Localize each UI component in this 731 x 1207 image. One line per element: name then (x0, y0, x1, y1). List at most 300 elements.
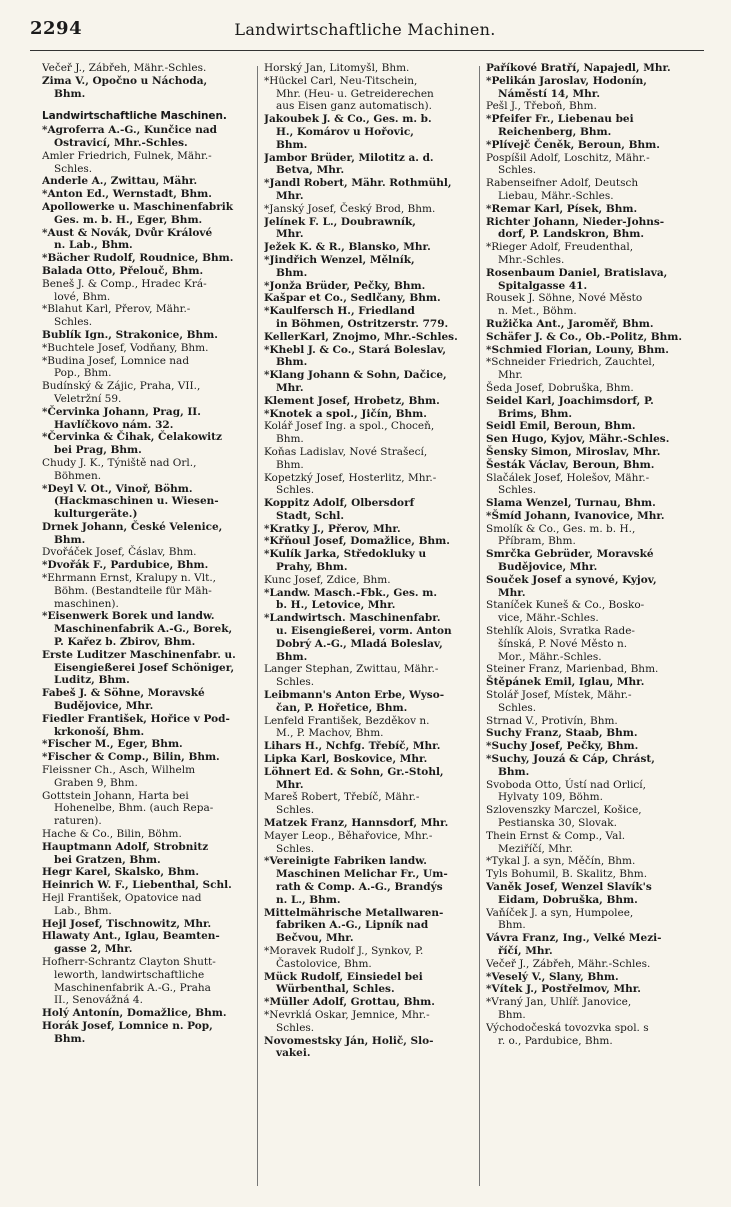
directory-entry (264, 971, 472, 997)
entry-continuation-line: Eisengießerei Josef Schöniger, (54, 661, 235, 674)
entry-continuation-line: vakei. (276, 1047, 311, 1060)
directory-entry (42, 303, 250, 329)
directory-entry (486, 241, 694, 267)
directory-entry (42, 866, 250, 879)
directory-entry (486, 420, 694, 433)
entry-name-line: Leibmann's Anton Erbe, Wyso- (264, 689, 445, 702)
directory-entry (42, 572, 250, 610)
directory-entry (264, 1035, 472, 1061)
page-number: 2294 (30, 18, 83, 39)
entry-name-line: *Deyl V. Ot., Vinoř, Böhm. (42, 482, 193, 495)
entry-name-line: Fleissner Ch., Asch, Wilhelm (42, 764, 196, 777)
directory-entry (486, 779, 694, 805)
directory-entry (42, 175, 250, 188)
directory-entry (264, 996, 472, 1009)
entry-continuation-line: Schles. (498, 484, 537, 497)
entry-continuation-line: Bhm. (498, 919, 526, 932)
entry-name-line: Kolář Josef Ing. a spol., Choceň, (264, 420, 435, 433)
entry-name-line: Heinrich W. F., Liebenthal, Schl. (42, 879, 232, 892)
directory-entry (486, 75, 694, 101)
entry-name-line: *Moravek Rudolf J., Synkov, P. (264, 944, 424, 957)
directory-entry (486, 203, 694, 216)
directory-entry (264, 113, 472, 151)
directory-entry (42, 1007, 250, 1020)
entry-name-line: Bublík Ign., Strakonice, Bhm. (42, 328, 218, 341)
entry-name-line: Mareš Robert, Třebíč, Mähr.- (264, 791, 420, 804)
directory-entry (42, 828, 250, 841)
entry-continuation-line: Reichenberg, Bhm. (498, 125, 612, 138)
directory-entry (42, 265, 250, 278)
directory-entry (42, 892, 250, 918)
entry-name-line: *Kratky J., Přerov, Mhr. (264, 522, 401, 535)
entry-name-line: Horský Jan, Litomyšl, Bhm. (264, 62, 410, 74)
directory-entry (264, 548, 472, 574)
entry-name-line: *Jonža Brüder, Pečky, Bhm. (264, 279, 426, 292)
entry-continuation-line: Bhm. (276, 650, 308, 663)
directory-entry (486, 971, 694, 984)
directory-entry (42, 329, 250, 342)
directory-entry (486, 715, 694, 728)
entry-name-line: Fabeš J. & Söhne, Moravské (42, 687, 205, 700)
entry-name-line: Hofherr-Schrantz Clayton Shutt- (42, 955, 216, 968)
entry-name-line: *Červinka & Čihak, Čelakowitz (42, 431, 222, 444)
directory-entry (264, 587, 472, 613)
directory-entry (264, 535, 472, 548)
entry-continuation-line: Mhr. (498, 369, 523, 382)
entry-continuation-line: in Böhmen, Ostritzerstr. 779. (276, 317, 449, 330)
directory-entry (42, 380, 250, 406)
entry-continuation-line: Schles. (498, 701, 537, 714)
entry-name-line: Šeda Josef, Dobruška, Bhm. (486, 381, 634, 394)
entry-name-line: *Anton Ed., Wernstadt, Bhm. (42, 188, 212, 201)
directory-entry (264, 689, 472, 715)
entry-name-line: *Agroferra A.-G., Kunčice nad (42, 124, 218, 137)
entry-name-line: Novomestsky Ján, Holič, Slo- (264, 1034, 434, 1047)
entry-continuation-line: Mhr. (276, 381, 304, 394)
entry-continuation-line: n. L., Bhm. (276, 893, 341, 906)
entry-continuation-line: říčí, Mhr. (498, 944, 553, 957)
entry-name-line: *Pelikán Jaroslav, Hodonín, (486, 74, 647, 87)
entry-name-line: *Schmied Florian, Louny, Bhm. (486, 343, 669, 356)
directory-entry (486, 932, 694, 958)
entry-continuation-line: Bhm. (54, 87, 86, 100)
entry-name-line: *Blahut Karl, Přerov, Mähr.- (42, 303, 191, 316)
entry-name-line: Seidl Emil, Beroun, Bhm. (486, 420, 636, 433)
directory-entry (42, 687, 250, 713)
directory-entry (486, 830, 694, 856)
directory-entry (264, 817, 472, 830)
entry-name-line: *Knotek a spol., Jičín, Bhm. (264, 407, 427, 420)
directory-entry (486, 497, 694, 510)
entry-name-line: Rosenbaum Daniel, Bratislava, (486, 266, 668, 279)
entry-name-line: Seidel Karl, Joachimsdorf, P. (486, 394, 654, 407)
directory-entry (486, 727, 694, 740)
entry-continuation-line: Pop., Bhm. (54, 367, 112, 380)
directory-entry (42, 610, 250, 648)
entry-name-line: *Nevrklá Oskar, Jemnice, Mhr.- (264, 1008, 430, 1021)
entry-continuation-line: u. Eisengießerei, vorm. Anton (276, 625, 452, 638)
entry-continuation-line: Veletržní 59. (54, 392, 122, 405)
entry-continuation-line: gasse 2, Mhr. (54, 943, 133, 956)
directory-entry (42, 956, 250, 1007)
entry-continuation-line: Dobrý A.-G., Mladá Boleslav, (276, 637, 443, 650)
entry-name-line: Rabenseifner Adolf, Deutsch (486, 177, 639, 190)
directory-entry (42, 278, 250, 304)
directory-entry (486, 139, 694, 152)
entry-continuation-line: raturen). (54, 815, 102, 828)
directory-entry (42, 649, 250, 687)
directory-entry (486, 510, 694, 523)
entry-name-line: Holý Antonín, Domažlice, Bhm. (42, 1007, 227, 1020)
directory-entry (486, 292, 694, 318)
directory-entry (264, 280, 472, 293)
directory-entry (42, 124, 250, 150)
directory-entry (42, 150, 250, 176)
entry-continuation-line: Stadt, Schl. (276, 509, 344, 522)
directory-entry (264, 740, 472, 753)
directory-entry (42, 790, 250, 828)
entry-continuation-line: Spitalgasse 41. (498, 279, 588, 292)
entry-continuation-line: Hylvaty 109, Böhm. (498, 791, 603, 804)
entry-name-line: Löhnert Ed. & Sohn, Gr.-Stohl, (264, 765, 444, 778)
directory-entry (486, 676, 694, 689)
directory-entry (264, 855, 472, 906)
entry-name-line: Kašpar et Co., Sedlčany, Bhm. (264, 292, 441, 305)
directory-entry (42, 559, 250, 572)
entry-name-line: Koppitz Adolf, Olbersdorf (264, 497, 415, 510)
entry-continuation-line: vice, Mähr.-Schles. (498, 612, 599, 625)
entry-continuation-line: r. o., Pardubice, Bhm. (498, 1034, 613, 1047)
column-3 (486, 62, 694, 1192)
entry-continuation-line: kulturgeräte.) (54, 508, 138, 521)
entry-name-line: *Plívejč Čeněk, Beroun, Bhm. (486, 138, 660, 151)
entry-continuation-line: Maschinenfabrik A.-G., Praha (54, 981, 211, 994)
directory-entry (42, 764, 250, 790)
entry-name-line: *Suchy, Jouzá & Cáp, Chrást, (486, 753, 655, 766)
directory-entry (42, 75, 250, 101)
directory-entry (264, 715, 472, 741)
entry-name-line: *Landwirtsch. Maschinenfabr. (264, 612, 441, 625)
entry-name-line: Štěpánek Emil, Iglau, Mhr. (486, 676, 645, 689)
entry-continuation-line: Schles. (276, 1021, 315, 1034)
directory-entry (264, 254, 472, 280)
entry-name-line: Pešl J., Třeboň, Bhm. (486, 100, 597, 113)
directory-entry (486, 1022, 694, 1048)
section-heading: Landwirtschaftliche Maschinen. (42, 110, 227, 123)
entry-name-line: *Suchy Josef, Pečky, Bhm. (486, 740, 639, 753)
directory-entry (486, 331, 694, 344)
entry-continuation-line: Bhm. (276, 458, 304, 471)
entry-continuation-line: Mhr. (276, 189, 304, 202)
entry-name-line: Hegr Karel, Skalsko, Bhm. (42, 866, 199, 879)
directory-entry (42, 713, 250, 739)
entry-continuation-line: Bhm. (276, 138, 308, 151)
directory-entry (264, 446, 472, 472)
entry-continuation-line: krkonoší, Bhm. (54, 725, 145, 738)
entry-name-line: *Eisenwerk Borek und landw. (42, 610, 215, 623)
directory-entry (486, 740, 694, 753)
header-rule (30, 50, 704, 51)
directory-entry (486, 983, 694, 996)
entry-name-line: *Janský Josef, Český Brod, Bhm. (264, 202, 436, 215)
entry-continuation-line: bei Prag, Bhm. (54, 444, 142, 457)
directory-entry (264, 216, 472, 242)
entry-name-line: *Pfeifer Fr., Liebenau bei (486, 113, 634, 126)
directory-entry (264, 408, 472, 421)
directory-entry (486, 356, 694, 382)
entry-continuation-line: Meziříčí, Mhr. (498, 842, 573, 855)
directory-entry (486, 344, 694, 357)
entry-name-line: Rousek J. Söhne, Nové Město (486, 292, 643, 305)
directory-entry (42, 918, 250, 931)
directory-entry (42, 355, 250, 381)
entry-continuation-line: Mhr. (Heu- u. Getreiderechen (276, 87, 434, 100)
entry-name-line: Vaněk Josef, Wenzel Slavík's (486, 881, 652, 893)
entry-name-line: Schäfer J. & Co., Ob.-Politz, Bhm. (486, 330, 683, 343)
entry-name-line: Šesták Václav, Beroun, Bhm. (486, 458, 655, 471)
entry-continuation-line: Náměstí 14, Mhr. (498, 87, 601, 100)
entry-continuation-line: Budějovice, Mhr. (54, 700, 154, 713)
directory-entry (42, 431, 250, 457)
entry-name-line: *Aust & Novák, Dvůr Králové (42, 226, 213, 239)
entry-continuation-line: Brims, Bhm. (498, 407, 573, 420)
entry-continuation-line: Betva, Mhr. (276, 164, 345, 177)
entry-name-line: Lihars H., Nchfg. Třebíč, Mhr. (264, 740, 441, 753)
entry-continuation-line: Böhm. (Bestandteile für Mäh- (54, 584, 212, 597)
entry-name-line: *Budina Josef, Lomnice nad (42, 354, 190, 367)
entry-name-line: Mayer Leop., Běhařovice, Mhr.- (264, 829, 433, 842)
entry-continuation-line: Havlíčkovo nám. 32. (54, 418, 174, 431)
directory-entry (486, 472, 694, 498)
entry-name-line: *Kulík Jarka, Středokluky u (264, 548, 427, 561)
directory-entry (486, 100, 694, 113)
entry-name-line: Chudy J. K., Týniště nad Orl., (42, 456, 197, 469)
entry-name-line: Hejl Josef, Tischnowitz, Mhr. (42, 917, 212, 930)
directory-entry (486, 868, 694, 881)
entry-continuation-line: Lab., Bhm. (54, 904, 112, 917)
entry-name-line: *Khebl J. & Co., Stará Boleslav, (264, 343, 447, 356)
directory-entry (264, 830, 472, 856)
directory-entry (264, 523, 472, 536)
entry-name-line: *Vereinigte Fabriken landw. (264, 855, 427, 868)
entry-continuation-line: Maschinen Melichar Fr., Um- (276, 868, 448, 881)
directory-entry (42, 342, 250, 355)
directory-entry (264, 369, 472, 395)
entry-name-line: *Dvořák F., Pardubice, Bhm. (42, 559, 209, 572)
directory-entry (486, 433, 694, 446)
directory-entry (42, 751, 250, 764)
entry-name-line: *Vraný Jan, Uhlíř. Janovice, (486, 996, 632, 1009)
entry-continuation-line: Böhmen. (54, 469, 102, 482)
entry-name-line: Sen Hugo, Kyjov, Mähr.-Schles. (486, 433, 670, 446)
entry-name-line: Staníček Kuneš & Co., Bosko- (486, 599, 645, 612)
entry-name-line: Koňas Ladislav, Nové Strašecí, (264, 445, 428, 458)
entry-name-line: *Jandl Robert, Mähr. Rothmühl, (264, 177, 452, 190)
entry-name-line: Drnek Johann, České Velenice, (42, 520, 223, 533)
entry-continuation-line: Budějovice, Mhr. (498, 561, 598, 574)
directory-entry (264, 75, 472, 113)
directory-entry (264, 331, 472, 344)
entry-name-line: *Červinka Johann, Prag, II. (42, 405, 201, 418)
page-title: Landwirtschaftliche Machinen. (234, 20, 496, 39)
entry-continuation-line: Schles. (276, 676, 315, 689)
directory-entry (486, 881, 694, 907)
entry-name-line: Souček Josef a synové, Kyjov, (486, 573, 657, 586)
directory-entry (42, 201, 250, 227)
directory-columns (42, 62, 704, 1192)
entry-name-line: Hejl František, Opatovice nad (42, 892, 202, 904)
directory-entry (264, 1009, 472, 1035)
entry-name-line: Balada Otto, Přelouč, Bhm. (42, 264, 204, 277)
directory-entry (42, 738, 250, 751)
entry-name-line: *Šmíd Johann, Ivanovice, Mhr. (486, 509, 665, 522)
column-1 (42, 62, 250, 1192)
entry-name-line: *Veselý V., Slany, Bhm. (486, 970, 619, 983)
directory-entry (486, 446, 694, 459)
directory-entry (486, 907, 694, 933)
entry-continuation-line: Eidam, Dobruška, Bhm. (498, 893, 638, 906)
entry-continuation-line: Ges. m. b. H., Eger, Bhm. (54, 213, 203, 226)
entry-name-line: Svoboda Otto, Ústí nad Orlicí, (486, 778, 647, 791)
entry-continuation-line: leworth, landwirtschaftliche (54, 968, 205, 981)
directory-entry (42, 457, 250, 483)
entry-name-line: *Klang Johann & Sohn, Dačice, (264, 369, 447, 382)
entry-name-line: Beneš J. & Comp., Hradec Krá- (42, 277, 207, 290)
directory-entry (486, 382, 694, 395)
entry-continuation-line: Bečvou, Mhr. (276, 932, 354, 945)
entry-continuation-line: Schles. (276, 804, 315, 817)
entry-continuation-line: Schles. (54, 162, 93, 175)
entry-name-line: Mittelmährische Metallwaren- (264, 906, 444, 919)
entry-name-line: Lipka Karl, Boskovice, Mhr. (264, 753, 428, 766)
entry-continuation-line: šínská, P. Nové Město n. (498, 637, 628, 650)
page-header (30, 18, 700, 44)
entry-name-line: *Ehrmann Ernst, Kralupy n. Vlt., (42, 572, 217, 585)
entry-continuation-line: M., P. Machov, Bhm. (276, 727, 384, 740)
entry-continuation-line: dorf, P. Landskron, Bhm. (498, 228, 645, 241)
entry-name-line: Szlovenszky Marczel, Košice, (486, 804, 642, 817)
entry-name-line: Pospíšil Adolf, Loschitz, Mähr.- (486, 151, 650, 164)
directory-entry (42, 1020, 250, 1046)
directory-entry (486, 62, 694, 75)
entry-name-line: Horák Josef, Lomnice n. Pop, (42, 1019, 213, 1032)
entry-name-line: Gottstein Johann, Harta bei (42, 789, 189, 802)
entry-continuation-line: maschinen). (54, 597, 119, 610)
directory-entry (486, 267, 694, 293)
entry-continuation-line: Würbenthal, Schles. (276, 983, 395, 996)
directory-entry (486, 548, 694, 574)
directory-entry (264, 241, 472, 254)
column-separator (479, 66, 480, 1186)
entry-name-line: Thein Ernst & Comp., Val. (486, 829, 626, 842)
directory-entry (486, 625, 694, 663)
directory-entry (486, 459, 694, 472)
entry-continuation-line: Mhr.-Schles. (498, 253, 565, 266)
entry-name-line: Budínský & Zájic, Praha, VII., (42, 380, 201, 393)
entry-continuation-line: Schles. (498, 164, 537, 177)
directory-entry (264, 472, 472, 498)
entry-name-line: Slačálek Josef, Holešov, Mähr.- (486, 471, 650, 484)
directory-entry (42, 521, 250, 547)
directory-entry (486, 523, 694, 549)
entry-name-line: Stehlík Alois, Svratka Rade- (486, 625, 635, 638)
directory-entry (42, 841, 250, 867)
entry-name-line: Tyls Bohumil, B. Skalitz, Bhm. (486, 868, 648, 881)
entry-name-line: Hauptmann Adolf, Strobnitz (42, 840, 209, 853)
entry-continuation-line: Bhm. (276, 266, 308, 279)
entry-name-line: Vávra Franz, Ing., Velké Mezi- (486, 932, 662, 945)
entry-name-line: *Tykal J. a syn, Měčín, Bhm. (486, 855, 636, 868)
entry-continuation-line: rath & Comp. A.-G., Brandýs (276, 881, 443, 893)
directory-entry (486, 113, 694, 139)
directory-entry (42, 62, 250, 75)
directory-entry (264, 753, 472, 766)
entry-name-line: Jambor Brüder, Milotitz a. d. (264, 151, 434, 164)
entry-name-line: Klement Josef, Hrobetz, Bhm. (264, 394, 440, 407)
entry-continuation-line: II., Senovážná 4. (54, 994, 143, 1007)
entry-continuation-line: Bhm. (498, 1008, 526, 1021)
entry-continuation-line: Bhm. (54, 533, 86, 546)
entry-name-line: Vaňíček J. a syn, Humpolee, (486, 906, 634, 919)
entry-name-line: *Křňoul Josef, Domažlice, Bhm. (264, 535, 450, 548)
entry-continuation-line: Prahy, Bhm. (276, 561, 348, 574)
directory-entry (42, 546, 250, 559)
directory-entry (264, 305, 472, 331)
directory-entry (486, 753, 694, 779)
entry-name-line: *Kaulfersch H., Friedland (264, 305, 415, 318)
entry-name-line: Lenfeld František, Bezděkov n. (264, 714, 430, 727)
entry-continuation-line: lové, Bhm. (54, 290, 111, 303)
directory-entry (42, 406, 250, 432)
entry-continuation-line: (Hackmaschinen u. Wiesen- (54, 495, 219, 508)
directory-entry (264, 612, 472, 663)
directory-entry (486, 177, 694, 203)
directory-entry (486, 804, 694, 830)
entry-name-line: *Müller Adolf, Grottau, Bhm. (264, 996, 435, 1009)
column-separator (257, 66, 258, 1186)
entry-continuation-line: n. Lab., Bhm. (54, 239, 133, 252)
entry-name-line: Večeř J., Zábřeh, Mähr.-Schles. (486, 957, 651, 970)
entry-name-line: Erste Luditzer Maschinenfabr. u. (42, 648, 236, 661)
entry-continuation-line: aus Eisen ganz automatisch). (276, 100, 432, 113)
entry-name-line: Hlawaty Ant., Iglau, Beamten- (42, 930, 220, 943)
entry-continuation-line: Liebau, Mähr.-Schles. (498, 189, 614, 202)
entry-name-line: Anderle A., Zwittau, Mähr. (42, 175, 198, 188)
directory-entry (264, 497, 472, 523)
entry-name-line: Fiedler František, Hořice v Pod- (42, 712, 230, 725)
entry-continuation-line: bei Gratzen, Bhm. (54, 853, 161, 866)
entry-continuation-line: Bhm. (276, 356, 308, 369)
directory-entry (486, 152, 694, 178)
entry-name-line: *Fischer & Comp., Bilin, Bhm. (42, 751, 220, 764)
directory-entry (42, 252, 250, 265)
directory-entry (264, 791, 472, 817)
directory-entry (486, 216, 694, 242)
entry-name-line: Šensky Simon, Miroslav, Mhr. (486, 445, 661, 458)
entry-name-line: Mück Rudolf, Einsiedel bei (264, 970, 423, 983)
directory-entry (264, 177, 472, 203)
directory-entry (42, 188, 250, 201)
entry-name-line: *Jindřich Wenzel, Mělník, (264, 253, 415, 266)
directory-entry (264, 945, 472, 971)
entry-name-line: *Remar Karl, Písek, Bhm. (486, 202, 638, 215)
entry-name-line: Langer Stephan, Zwittau, Mähr.- (264, 663, 439, 676)
entry-name-line: *Hückel Carl, Neu-Titschein, (264, 74, 418, 87)
directory-entry (42, 227, 250, 253)
entry-continuation-line: Schles. (276, 484, 315, 497)
entry-name-line: Kopetzký Josef, Hosterlitz, Mhr.- (264, 471, 437, 484)
entry-name-line: Smolík & Co., Ges. m. b. H., (486, 522, 636, 535)
